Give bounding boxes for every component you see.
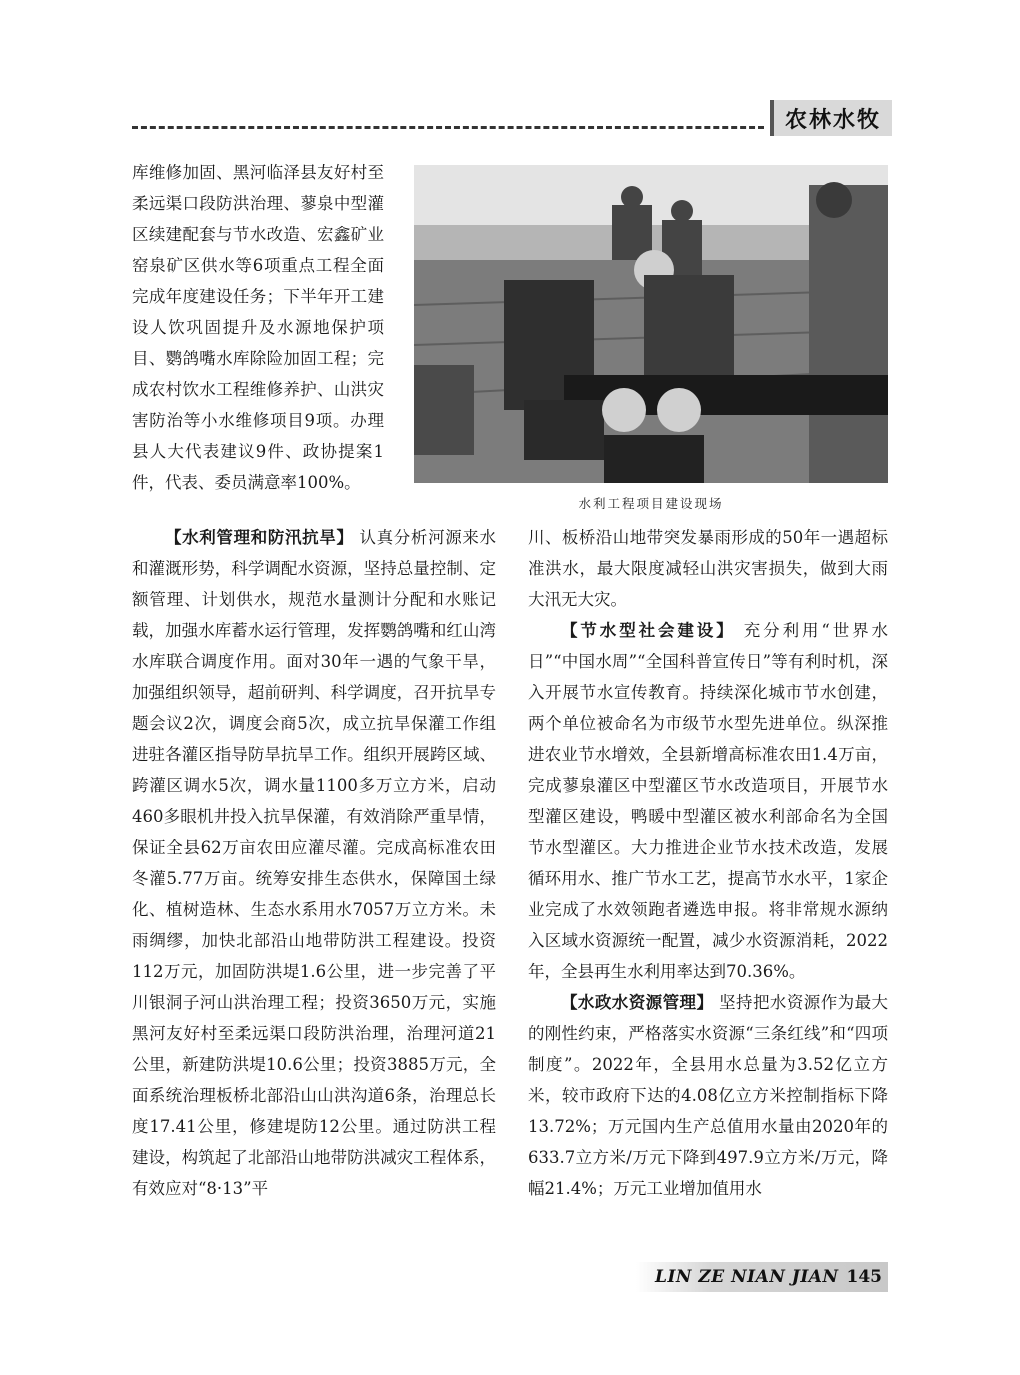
left-column: [132, 522, 496, 1204]
intro-column: [132, 157, 384, 498]
construction-photo: [414, 165, 888, 483]
photo-caption: 水利工程项目建设现场: [578, 496, 724, 511]
footer-title: LIN ZE NIAN JIAN: [654, 1267, 839, 1287]
intro-paragraph: 库维修加固、黑河临泽县友好村至柔远渠口段防洪治理、蓼泉中型灌区续建配套与节水改造、宏鑫矿业窑泉矿区供水等6项重点工程全面完成年度建设任务；下半年开工建设人饮巩固提升及水源地保护项目、鹦鸽嘴水库除险加固工程；完成农村饮水工程维修养护、山洪灾害防治等小水维修项目9项。办理县人大代表建议9件、政协提案1件，代表、委员满意率100%。: [132, 163, 384, 492]
section-water-saving: [528, 615, 888, 987]
section-water-management: [132, 522, 496, 1204]
page-number: 145: [846, 1267, 882, 1287]
section-water-resources-text: 坚持把水资源作为最大的刚性约束，严格落实水资源“三条红线”和“四项制度”。2022年，全县用水总量为3.52亿立方米，较市政府下达的4.08亿立方米控制指标下降13.72%；万元国内生产总值用水量由2020年的633.7立方米/万元下降到497.9立方米/万元，降幅21.4%；万元工业增加值用水: [528, 993, 889, 1198]
section-water-saving-heading: 【节水型社会建设】: [561, 621, 736, 640]
section-water-management-heading: 【水利管理和防汛抗旱】: [165, 528, 354, 547]
footer-band: [636, 1262, 888, 1292]
header-dashed-rule: [132, 126, 764, 129]
section-water-management-continued: 川、板桥沿山地带突发暴雨形成的50年一遇超标准洪水，最大限度减轻山洪灾害损失，做到大雨大汛无大灾。: [528, 528, 888, 609]
section-tag: 农林水牧: [770, 100, 892, 136]
section-water-saving-text: 充分利用“世界水日”“中国水周”“全国科普宣传日”等有利时机，深入开展节水宣传教育。持续深化城市节水创建，两个单位被命名为市级节水型先进单位。纵深推进农业节水增效，全县新增高标准农田1.4万亩，完成蓼泉灌区中型灌区节水改造项目，开展节水型灌区建设，鸭暖中型灌区被水利部命名为全国节水型灌区。大力推进企业节水技术改造，发展循环用水、推广节水工艺，提高节水水平，1家企业完成了水效领跑者遴选申报。将非常规水源纳入区域水资源统一配置，减少水资源消耗，2022年，全县再生水利用率达到70.36%。: [528, 621, 889, 981]
section-water-resources: [528, 987, 888, 1204]
section-water-resources-heading: 【水政水资源管理】: [561, 993, 714, 1012]
right-column: [528, 522, 888, 1204]
section-water-management-text: 认真分析河源来水和灌溉形势，科学调配水资源，坚持总量控制、定额管理、计划供水，规范水量测计分配和水账记载，加强水库蓄水运行管理，发挥鹦鸽嘴和红山湾水库联合调度作用。面对30年一遇的气象干旱，加强组织领导，超前研判、科学调度，召开抗旱专题会议2次，调度会商5次，成立抗旱保灌工作组进驻各灌区指导防旱抗旱工作。组织开展跨区域、跨灌区调水5次，调水量1100多万立方米，启动460多眼机井投入抗旱保灌，有效消除严重旱情，保证全县62万亩农田应灌尽灌。完成高标准农田冬灌5.77万亩。统筹安排生态供水，保障国土绿化、植树造林、生态水系用水7057万立方米。未雨绸缪，加快北部沿山地带防洪工程建设。投资112万元，加固防洪堤1.6公里，进一步完善了平川银洞子河山洪治理工程；投资3650万元，实施黑河友好村至柔远渠口段防洪治理，治理河道21公里，新建防洪堤10.6公里；投资3885万元，全面系统治理板桥北部沿山山洪沟道6条，治理总长度17.41公里，修建堤防12公里。通过防洪工程建设，构筑起了北部沿山地带防洪减灾工程体系，有效应对“8·13”平: [132, 528, 496, 1198]
